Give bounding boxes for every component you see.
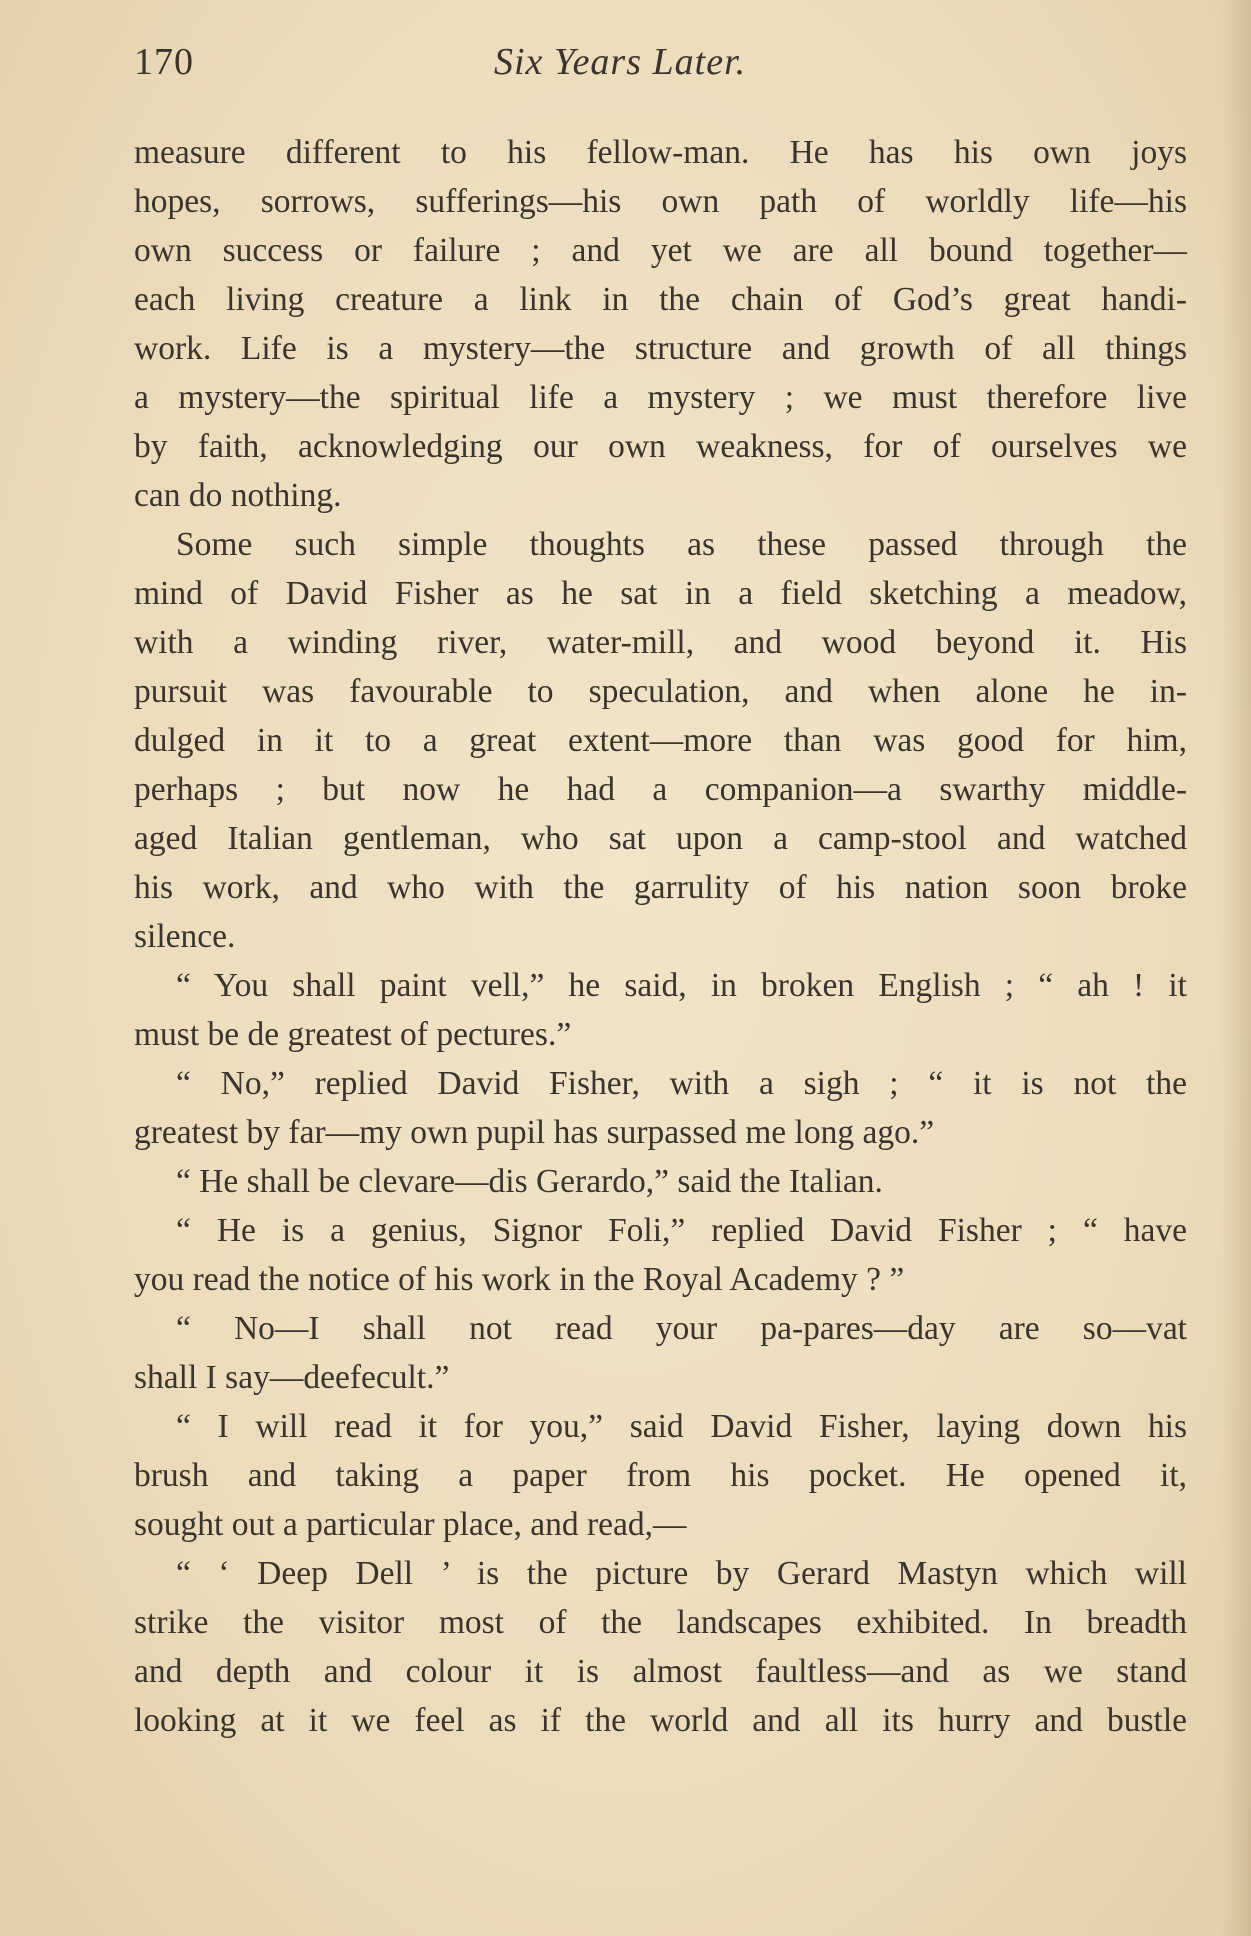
text-line: aged Italian gentleman, who sat upon a camp-stool and watched [134,820,1187,857]
text-line: perhaps ; but now he had a companion—a swarthy middle- [134,771,1187,808]
text-line: mind of David Fisher as he sat in a field sketching a meadow, [134,575,1187,612]
text-line: with a winding river, water-mill, and wood beyond it. His [134,624,1187,661]
text-line: “ No,” replied David Fisher, with a sigh ; “ it is not the [176,1065,1187,1102]
page-header [134,40,1134,100]
text-line: “ No—I shall not read your pa-pares—day are so—vat [176,1310,1187,1347]
text-line: by faith, acknowledging our own weakness, for of ourselves we [134,428,1187,465]
text-line: pursuit was favourable to speculation, and when alone he in- [134,673,1187,710]
text-line: his work, and who with the garrulity of his nation soon broke [134,869,1187,906]
body-text [134,128,1187,1745]
text-line: shall I say—deefecult.” [134,1359,450,1396]
text-line: looking at it we feel as if the world and all its hurry and bustle [134,1702,1187,1739]
text-line: and depth and colour it is almost faultless—and as we stand [134,1653,1187,1690]
text-line: own success or failure ; and yet we are all bound together— [134,232,1187,269]
text-line: sought out a particular place, and read,— [134,1506,687,1543]
page-edge-shadow [1221,0,1251,1936]
text-line: dulged in it to a great extent—more than was good for him, [134,722,1187,759]
text-line: hopes, sorrows, sufferings—his own path of worldly life—his [134,183,1187,220]
text-line: “ I will read it for you,” said David Fisher, laying down his [176,1408,1187,1445]
page-number: 170 [134,41,194,83]
text-line: silence. [134,918,236,955]
text-line: greatest by far—my own pupil has surpassed me long ago.” [134,1114,935,1151]
text-line: each living creature a link in the chain of God’s great handi- [134,281,1187,318]
text-line: you read the notice of his work in the Royal Academy ? ” [134,1261,905,1298]
text-line: a mystery—the spiritual life a mystery ; we must therefore live [134,379,1187,416]
text-line: strike the visitor most of the landscapes exhibited. In breadth [134,1604,1187,1641]
text-line: can do nothing. [134,477,342,514]
text-line: Some such simple thoughts as these passed through the [176,526,1187,563]
text-line: “ He shall be clevare—dis Gerardo,” said the Italian. [176,1163,883,1200]
running-title: Six Years Later. [494,41,747,83]
text-line: “ ‘ Deep Dell ’ is the picture by Gerard Mastyn which will [176,1555,1187,1592]
text-line: must be de greatest of pectures.” [134,1016,572,1053]
text-line: work. Life is a mystery—the structure and growth of all things [134,330,1187,367]
text-line: brush and taking a paper from his pocket. He opened it, [134,1457,1187,1494]
text-line: measure different to his fellow-man. He has his own joys [134,134,1187,171]
text-line: “ You shall paint vell,” he said, in broken English ; “ ah ! it [176,967,1187,1004]
text-line: “ He is a genius, Signor Foli,” replied David Fisher ; “ have [176,1212,1187,1249]
